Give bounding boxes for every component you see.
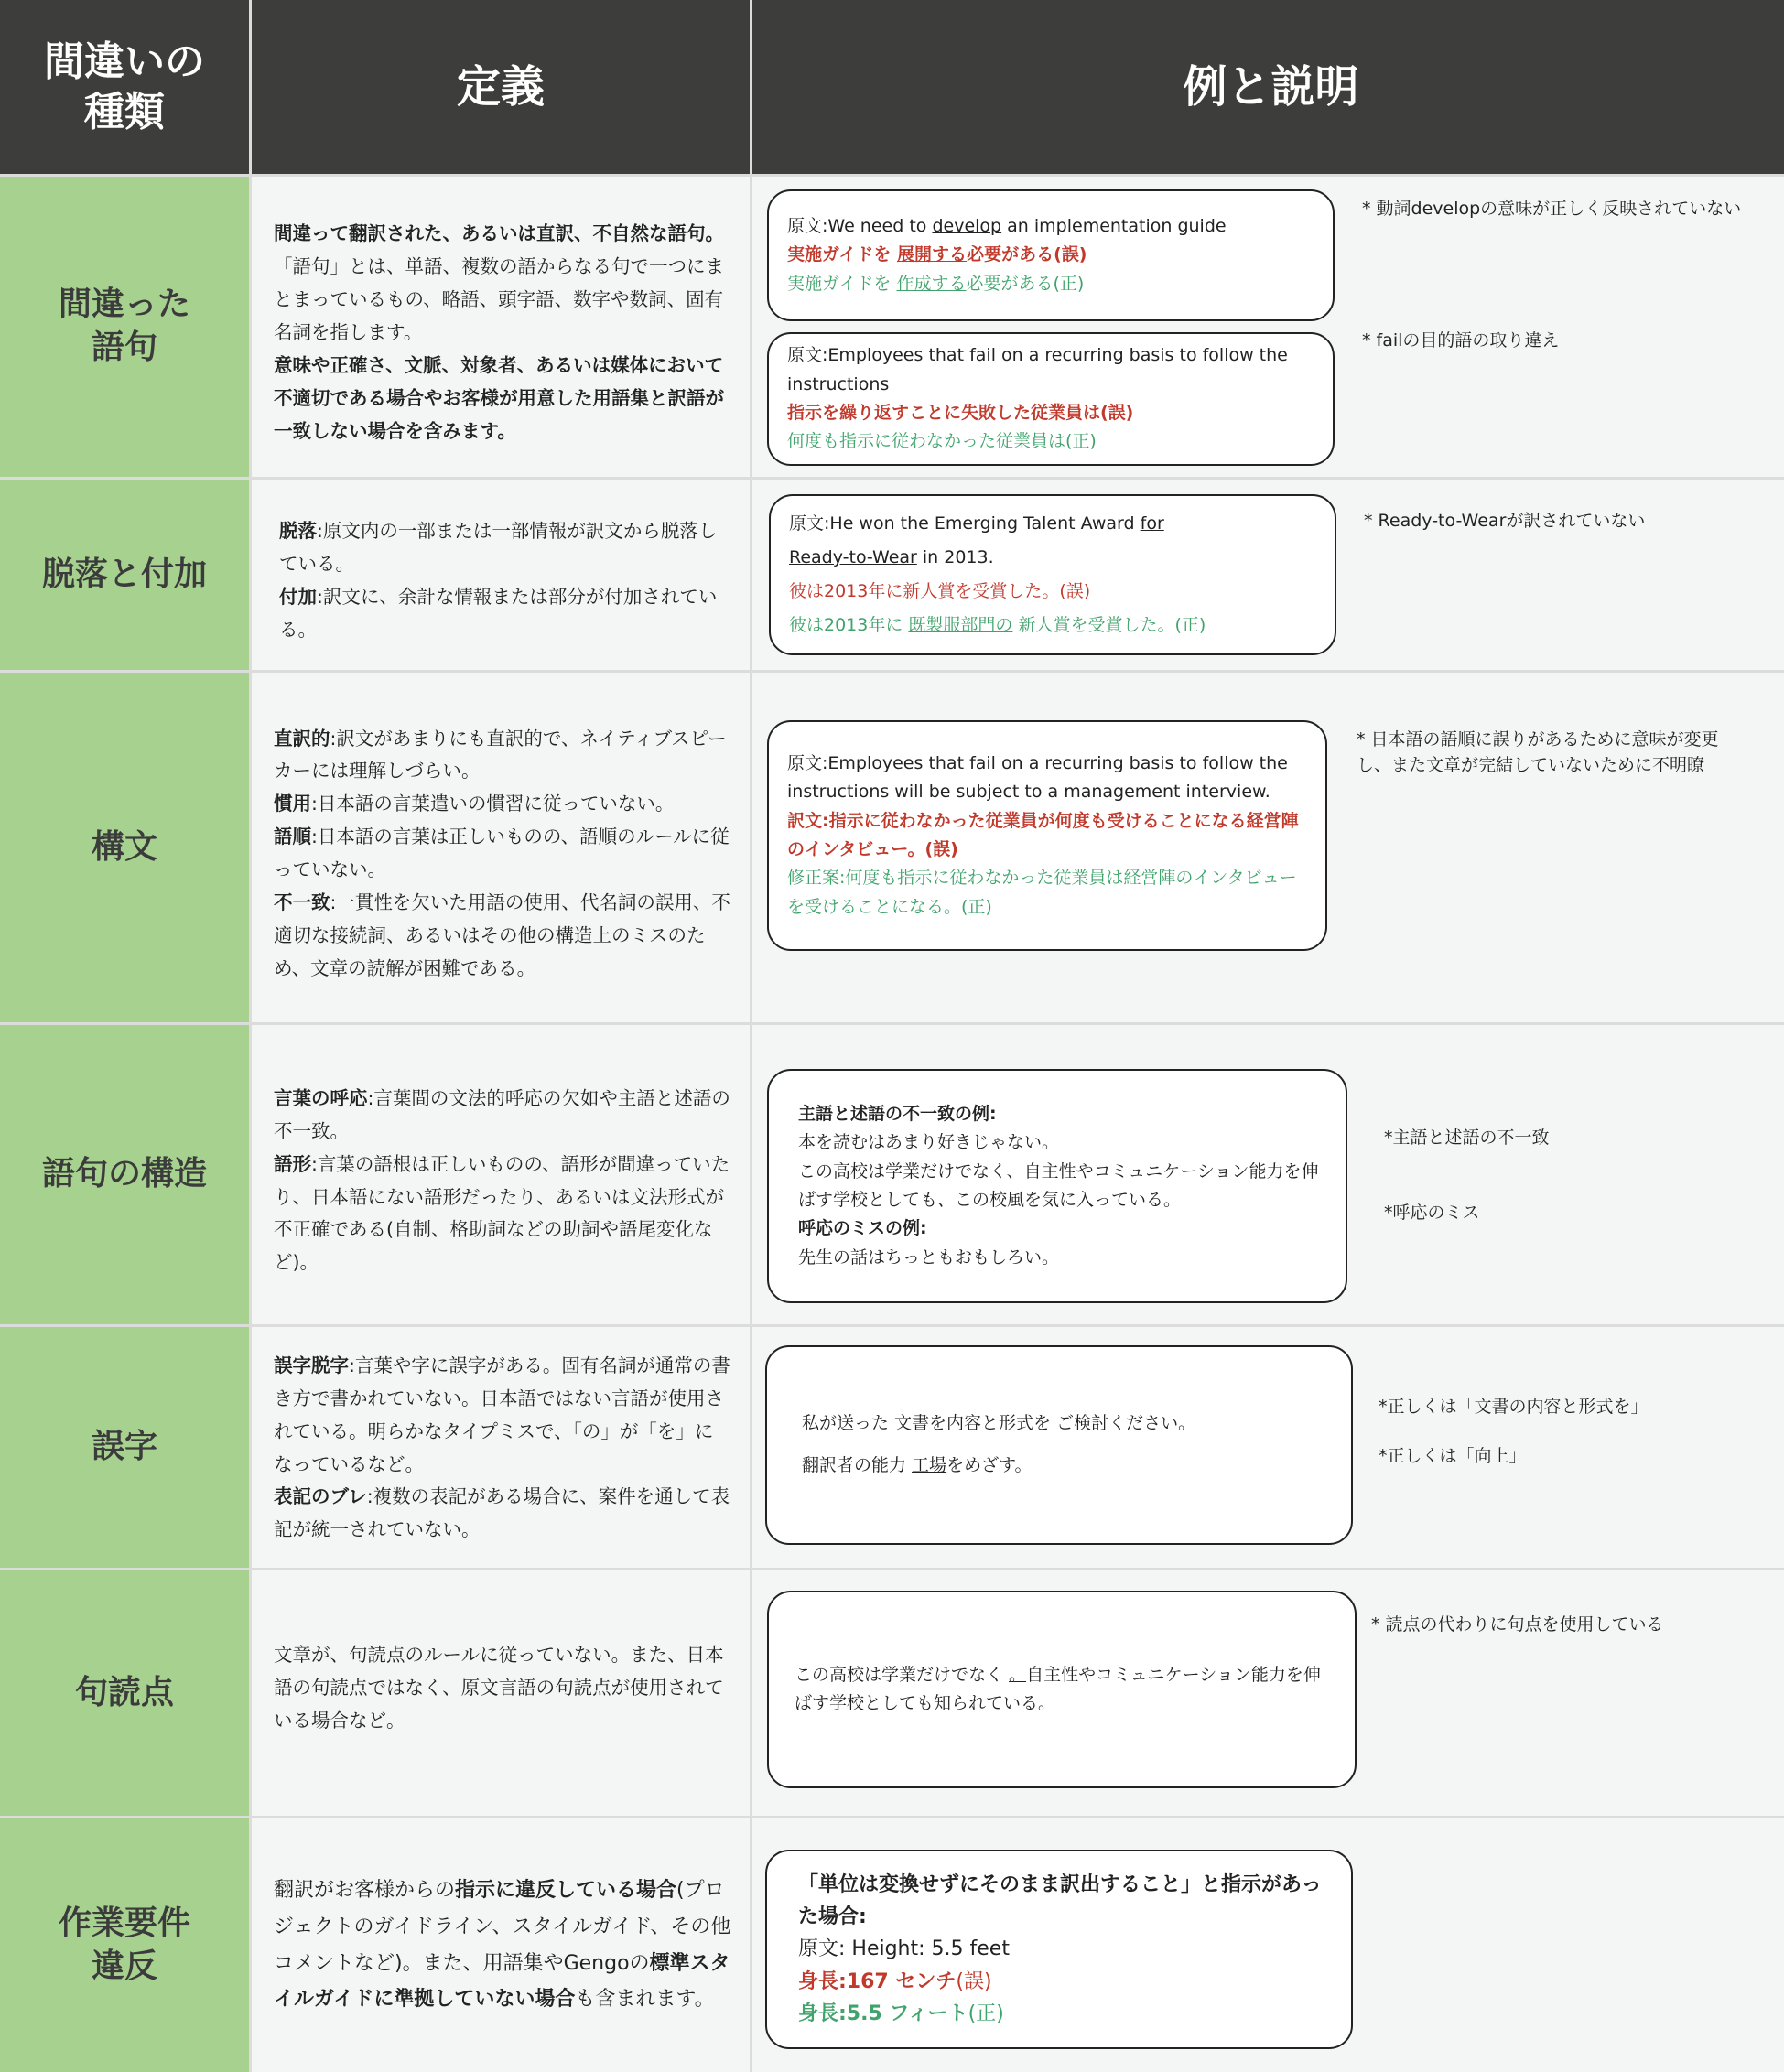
example-box bbox=[767, 189, 1335, 321]
def-bold: 付加 bbox=[279, 586, 317, 608]
example-cell-omission-addition bbox=[752, 480, 1784, 670]
definition-cell-omission-addition bbox=[252, 480, 750, 670]
example-box bbox=[765, 1850, 1353, 2049]
def-text: (プロジェクトのガイドライン、スタイルガイド、その他コメントなど)。また、用語集やGengoの bbox=[274, 1879, 731, 1975]
def-bold: 表記のブレ bbox=[274, 1485, 367, 1508]
def-bold: 不一致 bbox=[274, 890, 330, 913]
def-text: :日本語の言葉遣いの慣習に従っていない。 bbox=[311, 793, 675, 815]
def-text: :複数の表記がある場合に、案件を通して表記が統一されていない。 bbox=[274, 1485, 730, 1541]
def-bold: 標準スタイルガイドに準拠していない場合 bbox=[274, 1951, 730, 2012]
type-cell-word-structure: 語句の構造 bbox=[0, 1025, 249, 1324]
example-line: 翻訳者の能力 工場をめざす。 bbox=[802, 1455, 1033, 1475]
type-cell-requirements-violation: 作業要件 違反 bbox=[0, 1818, 249, 2072]
def-text: :訳文に、余計な情報または部分が付加されている。 bbox=[279, 586, 718, 641]
header-type: 間違いの 種類 bbox=[0, 0, 249, 174]
example-line: 私が送った 文書を内容と形式を ご検討ください。 bbox=[802, 1413, 1196, 1434]
header-examples: 例と説明 bbox=[752, 0, 1784, 174]
source-line: 原文:Employees that fail on a recurring basis to follow the instructions will be subject to a management interview. bbox=[787, 752, 1288, 803]
example-box bbox=[769, 494, 1336, 655]
explanation-note: * 動詞developの意味が正しく反映されていない bbox=[1362, 199, 1742, 219]
example-box bbox=[765, 1345, 1353, 1545]
explanation-note: * 日本語の語順に誤りがあるために意味が変更し、また文章が完結していないために不明瞭 bbox=[1357, 729, 1719, 775]
def-text: :言葉や字に誤字がある。固有名詞が通常の書き方で書かれていない。日本語ではない言語が使用されている。明らかなタイプミスで、「の」が「を」になっているなど。 bbox=[274, 1354, 730, 1475]
explanation-note: *主語と述語の不一致 bbox=[1384, 1128, 1550, 1148]
type-cell-mistranslation: 間違った 語句 bbox=[0, 177, 249, 477]
source-line: 原文:We need to develop an implementation guide bbox=[787, 215, 1227, 236]
def-text: 翻訳がお客様からの bbox=[274, 1879, 456, 1903]
type-cell-punctuation: 句読点 bbox=[0, 1570, 249, 1816]
source-line: 原文:Employees that fail on a recurring basis to follow the instructions bbox=[787, 345, 1288, 394]
definition-cell-punctuation bbox=[252, 1570, 750, 1816]
def-text: :日本語の言葉は正しいものの、語順のルールに従っていない。 bbox=[274, 826, 730, 880]
wrong-line: 彼は2013年に新人賞を受賞した。(誤) bbox=[789, 581, 1091, 601]
explanation-note: * failの目的語の取り違え bbox=[1362, 330, 1560, 351]
example-cell-typo bbox=[752, 1327, 1784, 1568]
definition-cell-syntax bbox=[252, 673, 750, 1022]
def-bold: 間違って翻訳された、あるいは直訳、不自然な語句。 bbox=[274, 222, 724, 245]
type-cell-syntax: 構文 bbox=[0, 673, 249, 1022]
definition-cell-mistranslation bbox=[252, 177, 750, 477]
example-cell-word-structure bbox=[752, 1025, 1784, 1324]
def-bold: 直訳的 bbox=[274, 727, 330, 750]
def-text: :訳文があまりにも直訳的で、ネイティブスピーカーには理解しづらい。 bbox=[274, 727, 727, 782]
example-line: この高校は学業だけでなく 。自主性やコミュニケーション能力を伸ばす学校としても知られている。 bbox=[795, 1664, 1321, 1713]
example-heading: 「単位は変換せずにそのまま訳出すること」と指示があった場合: bbox=[798, 1873, 1322, 1929]
header-definition: 定義 bbox=[252, 0, 750, 174]
example-line: この高校は学業だけでなく、自主性やコミュニケーション能力を伸ばす学校としても、この校風を気に入っている。 bbox=[798, 1160, 1319, 1210]
example-cell-mistranslation bbox=[752, 177, 1784, 477]
type-cell-typo: 誤字 bbox=[0, 1327, 249, 1568]
def-text: も含まれます。 bbox=[575, 1988, 715, 2012]
example-cell-punctuation bbox=[752, 1570, 1784, 1816]
definition-cell-requirements-violation bbox=[252, 1818, 750, 2072]
source-line-cont: Ready-to-Wear in 2013. bbox=[789, 546, 994, 567]
def-bold: 言葉の呼応 bbox=[274, 1086, 368, 1109]
def-bold: 語形 bbox=[274, 1152, 311, 1175]
explanation-note: *正しくは「文書の内容と形式を」 bbox=[1379, 1397, 1649, 1417]
example-box bbox=[767, 1591, 1357, 1788]
def-bold: 誤字脱字 bbox=[274, 1354, 349, 1376]
def-text: :言葉間の文法的呼応の欠如や主語と述語の不一致。 bbox=[274, 1086, 730, 1142]
example-line: 本を読むはあまり好きじゃない。 bbox=[798, 1132, 1060, 1153]
explanation-note: * Ready-to-Wearが訳されていない bbox=[1364, 511, 1646, 531]
def-bold: 語順 bbox=[274, 826, 311, 848]
type-cell-omission-addition: 脱落と付加 bbox=[0, 480, 249, 670]
def-bold: 指示に違反している場合 bbox=[455, 1879, 677, 1903]
example-box bbox=[767, 1069, 1347, 1303]
wrong-line: 指示を繰り返すことに失敗した従業員は(誤) bbox=[787, 403, 1134, 423]
def-text: 「語句」とは、単語、複数の語からなる句で一つにまとまっているもの、略語、頭字語、数字や数詞、固有名詞を指します。 bbox=[274, 255, 724, 344]
wrong-line: 訳文:指示に従わなかった従業員が何度も受けることになる経営陣のインタビュー。(誤) bbox=[787, 810, 1299, 859]
correct-line: 修正案:何度も指示に従わなかった従業員は経営陣のインタビューを受けることになる。(正) bbox=[787, 868, 1297, 917]
def-text: :原文内の一部または一部情報が訳文から脱落している。 bbox=[279, 520, 718, 576]
wrong-line: 実施ガイドを 展開する必要がある(誤) bbox=[787, 244, 1087, 265]
example-box bbox=[767, 720, 1327, 951]
def-bold: 慣用 bbox=[274, 793, 311, 815]
def-bold: 意味や正確さ、文脈、対象者、あるいは媒体において不適切である場合やお客様が用意した用語集と訳語が一致しない場合を含みます。 bbox=[274, 353, 724, 442]
definition-cell-typo bbox=[252, 1327, 750, 1568]
explanation-note: * 読点の代わりに句点を使用している bbox=[1371, 1614, 1664, 1635]
source-line: 原文:He won the Emerging Talent Award for bbox=[789, 513, 1164, 534]
def-bold: 脱落 bbox=[279, 520, 317, 543]
correct-line: 身長:5.5 フィート(正) bbox=[798, 2002, 1004, 2025]
correct-line: 何度も指示に従わなかった従業員は(正) bbox=[787, 431, 1097, 452]
explanation-note: *呼応のミス bbox=[1384, 1203, 1480, 1223]
correct-line: 彼は2013年に 既製服部門の 新人賞を受賞した。(正) bbox=[789, 615, 1206, 636]
example-box bbox=[767, 332, 1335, 466]
example-cell-syntax bbox=[752, 673, 1784, 1022]
example-heading: 主語と述語の不一致の例: bbox=[798, 1103, 997, 1124]
definition-cell-word-structure bbox=[252, 1025, 750, 1324]
source-line: 原文: Height: 5.5 feet bbox=[798, 1937, 1010, 1961]
def-text: 文章が、句読点のルールに従っていない。また、日本語の句読点ではなく、原文言語の句読点が使用されている場合など。 bbox=[274, 1644, 724, 1732]
example-cell-requirements-violation bbox=[752, 1818, 1784, 2072]
correct-line: 実施ガイドを 作成する必要がある(正) bbox=[787, 273, 1085, 294]
explanation-note: *正しくは「向上」 bbox=[1379, 1446, 1527, 1466]
example-heading: 呼応のミスの例: bbox=[798, 1218, 927, 1239]
def-text: :一貫性を欠いた用語の使用、代名詞の誤用、不適切な接続詞、あるいはその他の構造上のミスのため、文章の読解が困難である。 bbox=[274, 890, 730, 979]
wrong-line: 身長:167 センチ(誤) bbox=[798, 1969, 992, 1993]
def-text: :言葉の語根は正しいものの、語形が間違っていたり、日本語にない語形だったり、あるいは文法形式が不正確である(自制、格助詞などの助詞や語尾変化など)。 bbox=[274, 1152, 730, 1274]
example-line: 先生の話はちっともおもしろい。 bbox=[798, 1246, 1060, 1268]
